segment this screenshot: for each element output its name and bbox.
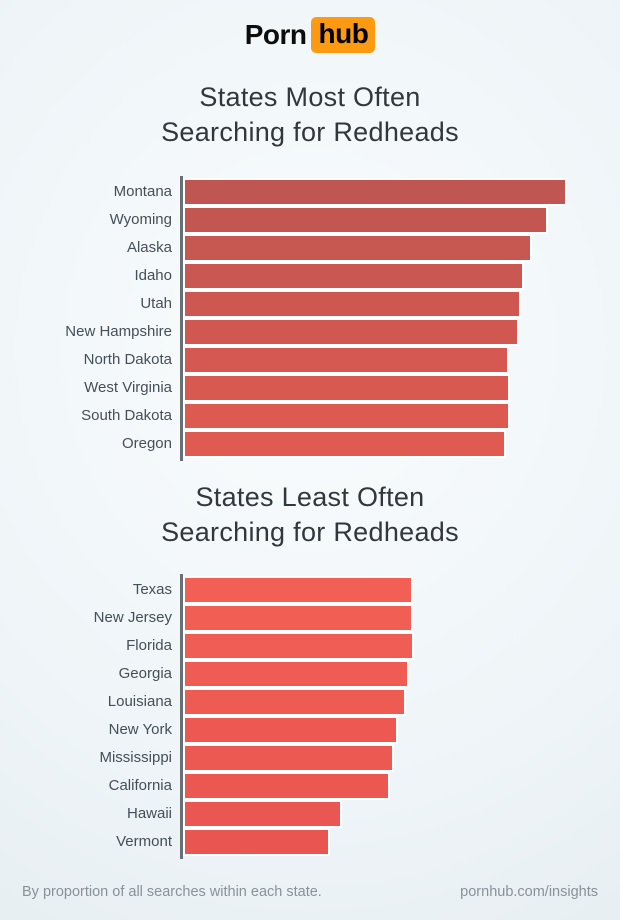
y-axis-line [180, 574, 183, 859]
bar [183, 744, 394, 772]
category-label: Wyoming [109, 211, 172, 228]
category-label: Georgia [118, 665, 172, 682]
bar [183, 632, 414, 660]
logo-text-hub: hub [318, 18, 369, 49]
bar [183, 346, 509, 374]
chart-row [0, 290, 620, 318]
category-label: Vermont [116, 833, 172, 850]
logo-text-porn: Porn [244, 19, 307, 50]
bar [183, 290, 521, 318]
category-label: West Virginia [84, 379, 172, 396]
category-label: Florida [126, 637, 172, 654]
chart-row [0, 632, 620, 660]
title-line: States Most Often [199, 82, 421, 112]
chart-row [0, 178, 620, 206]
bar [183, 234, 532, 262]
chart-row [0, 744, 620, 772]
chart-row [0, 262, 620, 290]
bar [183, 772, 390, 800]
title-line: Searching for Redheads [161, 517, 459, 547]
bar [183, 402, 510, 430]
chart-row [0, 772, 620, 800]
bar [183, 178, 567, 206]
category-label: Idaho [134, 267, 172, 284]
chart-title-most-often [0, 80, 620, 150]
footer-note: By proportion of all searches within each state. [22, 884, 322, 900]
category-label: New Hampshire [65, 323, 172, 340]
category-label: Oregon [121, 435, 172, 452]
category-label: North Dakota [83, 351, 172, 368]
logo-orange-box [311, 17, 375, 53]
bar [183, 828, 330, 856]
category-label: Mississippi [99, 749, 172, 766]
chart-row [0, 604, 620, 632]
chart-row [0, 206, 620, 234]
bar [183, 262, 524, 290]
chart-row [0, 318, 620, 346]
bar [183, 800, 342, 828]
category-label: Montana [113, 183, 172, 200]
bar [183, 604, 413, 632]
chart-row [0, 688, 620, 716]
category-label: Utah [140, 295, 172, 312]
pornhub-logo [0, 17, 620, 53]
chart-row [0, 430, 620, 458]
footer-link[interactable]: pornhub.com/insights [460, 884, 598, 900]
bar [183, 716, 398, 744]
bar-rows-least-often [0, 576, 620, 856]
bar [183, 430, 506, 458]
bar [183, 206, 548, 234]
y-axis-line [180, 176, 183, 461]
category-label: California [108, 777, 172, 794]
category-label: South Dakota [81, 407, 172, 424]
category-label: Louisiana [107, 693, 172, 710]
chart-row [0, 828, 620, 856]
chart-row [0, 402, 620, 430]
chart-row [0, 716, 620, 744]
category-label: Texas [132, 581, 172, 598]
bar-rows-most-often [0, 178, 620, 458]
bar [183, 374, 510, 402]
category-label: New Jersey [93, 609, 172, 626]
title-line: States Least Often [195, 482, 425, 512]
chart-row [0, 346, 620, 374]
chart-row [0, 374, 620, 402]
chart-row [0, 576, 620, 604]
footer [22, 884, 598, 900]
bar [183, 318, 519, 346]
chart-row [0, 234, 620, 262]
chart-row [0, 660, 620, 688]
category-label: Hawaii [126, 805, 172, 822]
chart-title-least-often [0, 480, 620, 550]
chart-most-often [0, 178, 620, 458]
chart-least-often [0, 576, 620, 856]
category-label: Alaska [126, 239, 172, 256]
bar [183, 660, 409, 688]
title-line: Searching for Redheads [161, 117, 459, 147]
category-label: New York [108, 721, 172, 738]
bar [183, 576, 413, 604]
chart-row [0, 800, 620, 828]
bar [183, 688, 406, 716]
